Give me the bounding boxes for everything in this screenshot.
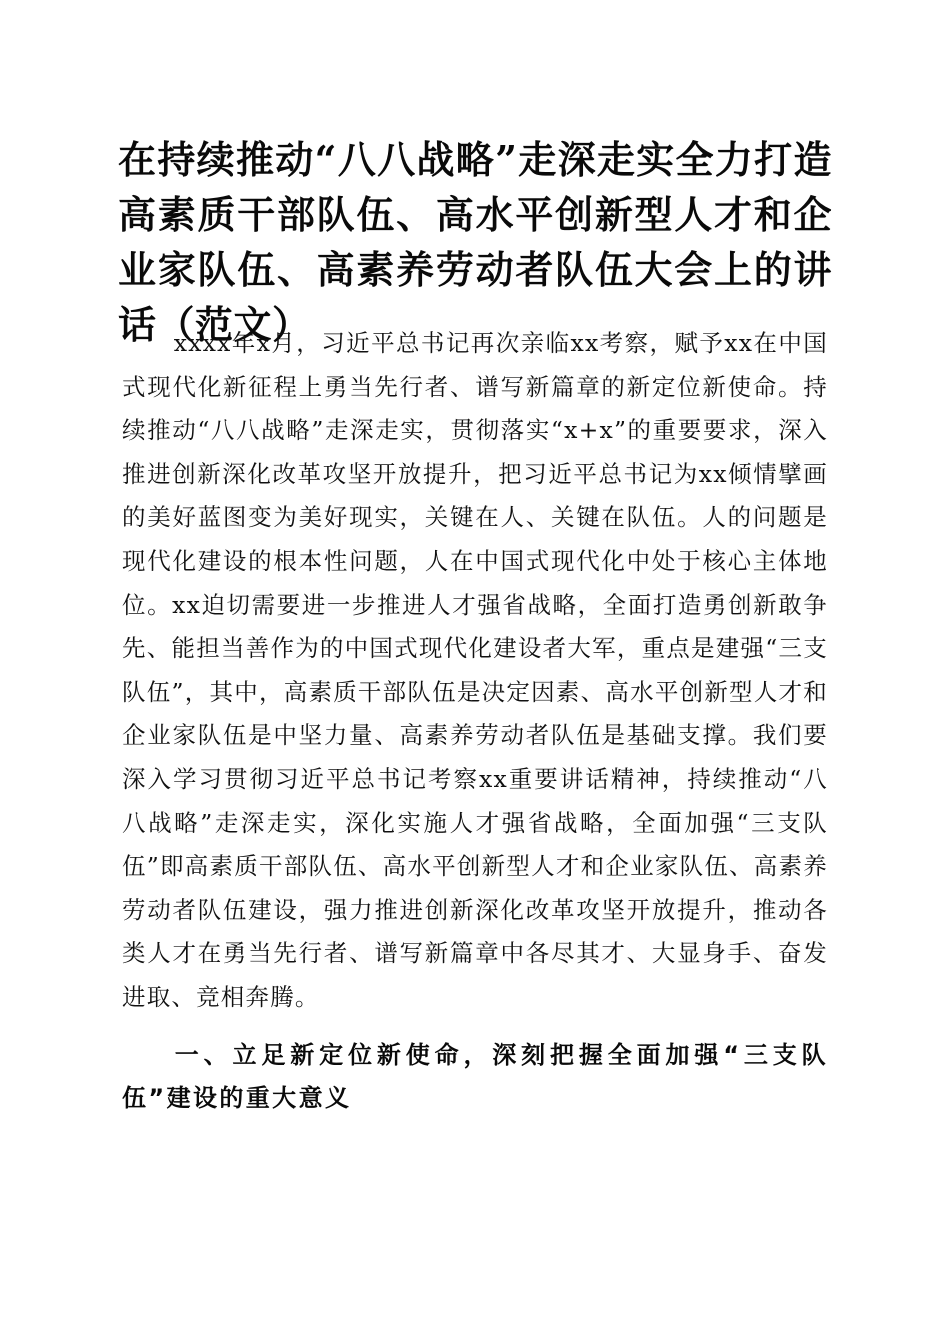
section-heading: 一、立足新定位新使命，深刻把握全面加强“三支队伍”建设的重大意义 [122,1041,828,1112]
document-title: 在持续推动“八八战略”走深走实全力打造高素质干部队伍、高水平创新型人才和企业家队伍、高素养劳动者队伍大会上的讲话（范文） [118,137,832,347]
body-paragraph: xxxx年x月，习近平总书记再次亲临xx考察，赋予xx在中国式现代化新征程上勇当先行者、谱写新篇章的新定位新使命。持续推动“八八战略”走深走实，贯彻落实“x+x”的重要要求，深入推进创新深化改革攻坚开放提升，把习近平总书记为xx倾情擘画的美好蓝图变为美好现实，关键在人、关键在队伍。人的问题是现代化建设的根本性问题，人在中国式现代化中处于核心主体地位。xx迫切需要进一步推进人才强省战略，全面打造勇创新敢争先、能担当善作为的中国式现代化建设者大军，重点是建强“三支队伍”，其中，高素质干部队伍是决定因素、高水平创新型人才和企业家队伍是中坚力量、高素养劳动者队伍是基础支撑。我们要深入学习贯彻习近平总书记考察xx重要讲话精神，持续推动“八八战略”走深走实，深化实施人才强省战略，全面加强“三支队伍”即高素质干部队伍、高水平创新型人才和企业家队伍、高素养劳动者队伍建设，强力推进创新深化改革攻坚开放提升，推动各类人才在勇当先行者、谱写新篇章中各尽其才、大显身手、奋发进取、竞相奔腾。 [122,329,828,1011]
